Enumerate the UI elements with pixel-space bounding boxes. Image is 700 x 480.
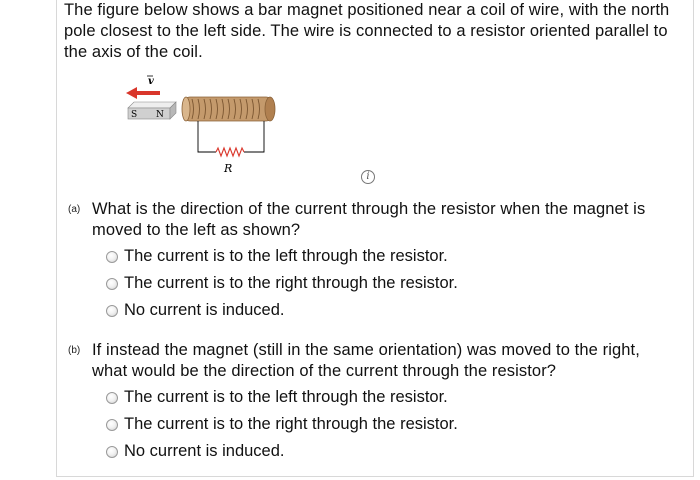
radio-button[interactable] [106,419,118,431]
option-label: The current is to the right through the resistor. [124,274,458,292]
question-b-option-left[interactable] [106,384,678,411]
question-b-options [106,384,678,465]
question-b-text: If instead the magnet (still in the same orientation) was moved to the right, what would be the direction of the current through the resistor? [92,341,640,380]
radio-button[interactable] [106,446,118,458]
option-label: The current is to the right through the resistor. [124,415,458,433]
magnet-north-label: N [156,110,164,120]
option-label: No current is induced. [124,442,285,460]
question-a-label: (a) [68,204,81,215]
question-a-option-none[interactable] [106,297,678,324]
circuit-wires [198,121,264,152]
bar-magnet [128,102,176,108]
magnet-south-label: S [131,110,138,120]
radio-button[interactable] [106,278,118,290]
option-label: The current is to the left through the resistor. [124,388,448,406]
question-b [68,340,678,465]
resistor-label: R [224,162,233,175]
velocity-arrow [126,87,160,99]
radio-button[interactable] [106,251,118,263]
question-a-option-left[interactable] [106,243,678,270]
question-a [68,199,678,324]
question-b-option-right[interactable] [106,411,678,438]
coil [182,97,275,121]
radio-button[interactable] [106,392,118,404]
magnet-coil-figure [120,72,290,182]
resistor [216,148,244,156]
question-a-options [106,243,678,324]
question-a-option-right[interactable] [106,270,678,297]
question-b-option-none[interactable] [106,438,678,465]
velocity-label: v [148,76,154,87]
option-label: The current is to the left through the resistor. [124,247,448,265]
option-label: No current is induced. [124,301,285,319]
radio-button[interactable] [106,305,118,317]
info-icon[interactable]: i [361,170,375,184]
question-b-label: (b) [68,345,81,356]
intro-text: The figure below shows a bar magnet positioned near a coil of wire, with the north pole closest to the left side. The wire is connected to a resistor oriented parallel to the axis of the coil. [64,1,670,61]
question-a-text: What is the direction of the current through the resistor when the magnet is moved to the left as shown? [92,200,646,239]
